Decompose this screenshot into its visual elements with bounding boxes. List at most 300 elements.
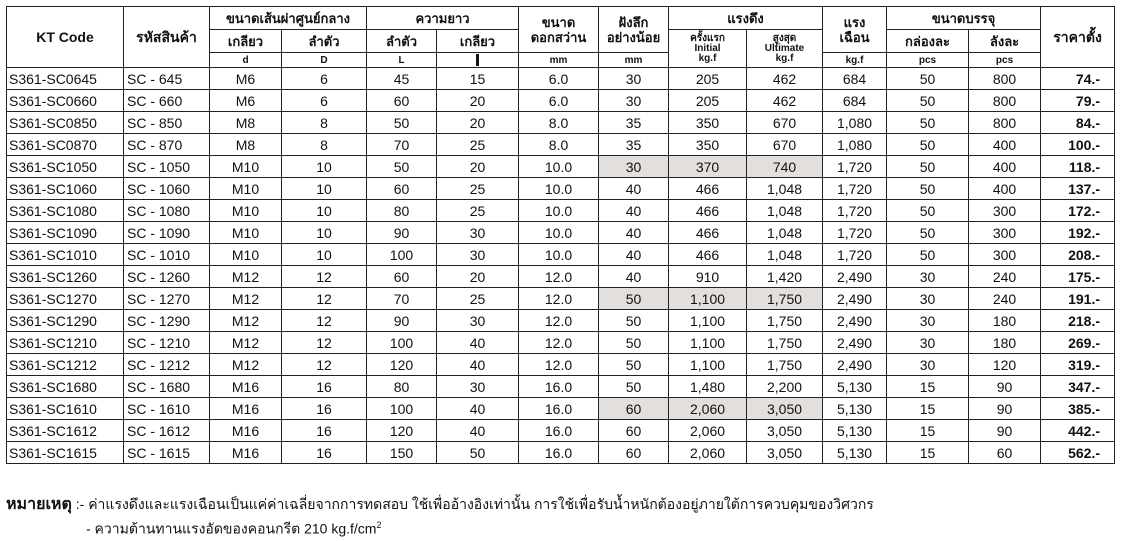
body-diameter-cell: 16 bbox=[282, 398, 367, 420]
product-code-cell: SC - 870 bbox=[124, 134, 210, 156]
embed-depth-cell: 50 bbox=[599, 310, 669, 332]
per-box-cell: 30 bbox=[887, 332, 969, 354]
product-code-cell: SC - 645 bbox=[124, 68, 210, 90]
shear-cell: 1,080 bbox=[823, 112, 887, 134]
body-diameter-cell: 10 bbox=[282, 222, 367, 244]
thread-size-cell: M12 bbox=[210, 332, 282, 354]
per-carton-cell: 90 bbox=[969, 398, 1041, 420]
embed-depth-cell: 40 bbox=[599, 178, 669, 200]
shear-cell: 684 bbox=[823, 90, 887, 112]
header-symbol-D: D bbox=[282, 53, 367, 68]
table-row bbox=[7, 332, 1115, 354]
body-length-cell: 50 bbox=[367, 156, 437, 178]
header-maximum: สูงสุด bbox=[772, 32, 797, 44]
tensile-ultimate-cell: 462 bbox=[747, 68, 823, 90]
price-cell: 208.- bbox=[1041, 244, 1115, 266]
shear-cell: 2,490 bbox=[823, 354, 887, 376]
thread-length-cell: 30 bbox=[437, 310, 519, 332]
tensile-initial-cell: 466 bbox=[669, 244, 747, 266]
header-ultimate bbox=[747, 30, 823, 68]
tensile-initial-cell: 910 bbox=[669, 266, 747, 288]
product-code-cell: SC - 1610 bbox=[124, 398, 210, 420]
body-length-cell: 80 bbox=[367, 376, 437, 398]
body-length-cell: 90 bbox=[367, 222, 437, 244]
thread-size-cell: M10 bbox=[210, 200, 282, 222]
per-box-cell: 50 bbox=[887, 222, 969, 244]
note-text-1: :- ค่าแรงดึงและแรงเฉือนเป็นแค่ค่าเฉลี่ยจากการทดสอบ ใช้เพื่ออ้างอิงเท่านั้น การใช้เพื่อรับน้ำหนักต้องอยู่ภายใต้การควบคุมของวิศวกร bbox=[71, 496, 874, 512]
tensile-ultimate-cell: 3,050 bbox=[747, 398, 823, 420]
thread-size-cell: M12 bbox=[210, 310, 282, 332]
shear-cell: 684 bbox=[823, 68, 887, 90]
body-diameter-cell: 12 bbox=[282, 288, 367, 310]
body-length-cell: 150 bbox=[367, 442, 437, 464]
table-row bbox=[7, 420, 1115, 442]
embed-depth-cell: 35 bbox=[599, 112, 669, 134]
tensile-initial-cell: 350 bbox=[669, 112, 747, 134]
thread-length-cell: 50 bbox=[437, 442, 519, 464]
price-cell: 118.- bbox=[1041, 156, 1115, 178]
price-cell: 442.- bbox=[1041, 420, 1115, 442]
shear-cell: 2,490 bbox=[823, 266, 887, 288]
body-diameter-cell: 16 bbox=[282, 420, 367, 442]
per-carton-cell: 240 bbox=[969, 266, 1041, 288]
body-diameter-cell: 12 bbox=[282, 266, 367, 288]
thread-length-cell: 40 bbox=[437, 332, 519, 354]
tensile-ultimate-cell: 1,750 bbox=[747, 332, 823, 354]
shear-cell: 5,130 bbox=[823, 398, 887, 420]
embed-depth-cell: 30 bbox=[599, 68, 669, 90]
body-length-cell: 60 bbox=[367, 266, 437, 288]
body-diameter-cell: 16 bbox=[282, 442, 367, 464]
body-diameter-cell: 16 bbox=[282, 376, 367, 398]
table-row bbox=[7, 134, 1115, 156]
header-body: ลำตัว bbox=[282, 30, 367, 53]
product-code-cell: SC - 1090 bbox=[124, 222, 210, 244]
thread-size-cell: M10 bbox=[210, 156, 282, 178]
thread-size-cell: M6 bbox=[210, 68, 282, 90]
embed-depth-cell: 60 bbox=[599, 420, 669, 442]
per-box-cell: 15 bbox=[887, 442, 969, 464]
body-diameter-cell: 10 bbox=[282, 156, 367, 178]
thread-size-cell: M16 bbox=[210, 376, 282, 398]
per-box-cell: 50 bbox=[887, 178, 969, 200]
per-box-cell: 50 bbox=[887, 112, 969, 134]
tensile-ultimate-cell: 1,048 bbox=[747, 222, 823, 244]
tensile-initial-cell: 1,480 bbox=[669, 376, 747, 398]
embed-depth-cell: 60 bbox=[599, 398, 669, 420]
per-carton-cell: 400 bbox=[969, 178, 1041, 200]
note-label: หมายเหตุ bbox=[6, 496, 72, 513]
product-code-cell: SC - 1212 bbox=[124, 354, 210, 376]
tensile-initial-cell: 466 bbox=[669, 222, 747, 244]
product-code-cell: SC - 1680 bbox=[124, 376, 210, 398]
header-carton-unit: pcs bbox=[969, 53, 1041, 68]
tensile-initial-cell: 205 bbox=[669, 90, 747, 112]
thread-length-cell: 30 bbox=[437, 376, 519, 398]
kt-code-cell: S361-SC1050 bbox=[7, 156, 124, 178]
header-drill-unit: mm bbox=[519, 53, 599, 68]
header-per-box: กล่องละ bbox=[887, 30, 969, 53]
embed-depth-cell: 40 bbox=[599, 266, 669, 288]
header-shear bbox=[823, 7, 887, 53]
thread-length-cell: 20 bbox=[437, 90, 519, 112]
header-symbol-d: d bbox=[210, 53, 282, 68]
header-shear-unit: kg.f bbox=[823, 53, 887, 68]
kt-code-cell: S361-SC1090 bbox=[7, 222, 124, 244]
tensile-ultimate-cell: 2,200 bbox=[747, 376, 823, 398]
per-carton-cell: 800 bbox=[969, 68, 1041, 90]
tensile-ultimate-cell: 1,048 bbox=[747, 178, 823, 200]
header-ultimate-en: Ultimate bbox=[764, 42, 805, 54]
shear-cell: 1,720 bbox=[823, 178, 887, 200]
header-drill-size-line2: ดอกสว่าน bbox=[530, 29, 587, 45]
drill-size-cell: 10.0 bbox=[519, 178, 599, 200]
note-superscript: 2 bbox=[376, 520, 382, 530]
tensile-ultimate-cell: 1,750 bbox=[747, 288, 823, 310]
header-ultimate-unit: kg.f bbox=[775, 52, 794, 64]
thread-size-cell: M10 bbox=[210, 178, 282, 200]
header-shear-line1: แรง bbox=[843, 14, 866, 30]
thread-length-cell: 30 bbox=[437, 222, 519, 244]
tensile-initial-cell: 370 bbox=[669, 156, 747, 178]
table-row bbox=[7, 178, 1115, 200]
tensile-initial-cell: 1,100 bbox=[669, 310, 747, 332]
body-length-cell: 45 bbox=[367, 68, 437, 90]
table-row bbox=[7, 112, 1115, 134]
tensile-ultimate-cell: 670 bbox=[747, 134, 823, 156]
thread-size-cell: M16 bbox=[210, 442, 282, 464]
thread-size-cell: M12 bbox=[210, 266, 282, 288]
embed-depth-cell: 50 bbox=[599, 376, 669, 398]
body-diameter-cell: 10 bbox=[282, 200, 367, 222]
thread-length-cell: 20 bbox=[437, 156, 519, 178]
product-code-cell: SC - 1615 bbox=[124, 442, 210, 464]
body-diameter-cell: 12 bbox=[282, 310, 367, 332]
embed-depth-cell: 40 bbox=[599, 222, 669, 244]
price-cell: 218.- bbox=[1041, 310, 1115, 332]
product-code-cell: SC - 660 bbox=[124, 90, 210, 112]
shear-cell: 2,490 bbox=[823, 332, 887, 354]
header-symbol-L: L bbox=[367, 53, 437, 68]
per-carton-cell: 90 bbox=[969, 420, 1041, 442]
thread-length-cell: 40 bbox=[437, 354, 519, 376]
body-diameter-cell: 8 bbox=[282, 112, 367, 134]
price-cell: 137.- bbox=[1041, 178, 1115, 200]
kt-code-cell: S361-SC1610 bbox=[7, 398, 124, 420]
tensile-initial-cell: 205 bbox=[669, 68, 747, 90]
table-row bbox=[7, 156, 1115, 178]
tensile-initial-cell: 1,100 bbox=[669, 332, 747, 354]
thread-size-cell: M8 bbox=[210, 112, 282, 134]
thread-length-cell: 25 bbox=[437, 200, 519, 222]
header-center-diameter: ขนาดเส้นผ่าศูนย์กลาง bbox=[210, 7, 367, 30]
table-row bbox=[7, 68, 1115, 90]
header-per-carton: ลังละ bbox=[969, 30, 1041, 53]
product-code-cell: SC - 1080 bbox=[124, 200, 210, 222]
header-embed-unit: mm bbox=[599, 53, 669, 68]
per-box-cell: 50 bbox=[887, 134, 969, 156]
header-initial-en: Initial bbox=[694, 42, 721, 54]
per-box-cell: 50 bbox=[887, 244, 969, 266]
embed-depth-cell: 30 bbox=[599, 90, 669, 112]
price-cell: 175.- bbox=[1041, 266, 1115, 288]
product-code-cell: SC - 1260 bbox=[124, 266, 210, 288]
thread-length-cell: 25 bbox=[437, 134, 519, 156]
table-row bbox=[7, 244, 1115, 266]
header-initial bbox=[669, 30, 747, 68]
header-length: ความยาว bbox=[367, 7, 519, 30]
embed-depth-cell: 50 bbox=[599, 332, 669, 354]
kt-code-cell: S361-SC1270 bbox=[7, 288, 124, 310]
body-length-cell: 60 bbox=[367, 178, 437, 200]
drill-size-cell: 10.0 bbox=[519, 222, 599, 244]
note-line-2 bbox=[6, 515, 1116, 536]
note-line-1 bbox=[6, 494, 1116, 515]
tensile-initial-cell: 2,060 bbox=[669, 442, 747, 464]
price-cell: 84.- bbox=[1041, 112, 1115, 134]
per-box-cell: 15 bbox=[887, 420, 969, 442]
per-carton-cell: 60 bbox=[969, 442, 1041, 464]
tensile-initial-cell: 466 bbox=[669, 178, 747, 200]
table-row bbox=[7, 266, 1115, 288]
tensile-ultimate-cell: 1,750 bbox=[747, 310, 823, 332]
price-cell: 562.- bbox=[1041, 442, 1115, 464]
body-length-cell: 70 bbox=[367, 288, 437, 310]
anchor-spec-table bbox=[6, 6, 1115, 464]
thread-size-cell: M16 bbox=[210, 398, 282, 420]
header-packaging: ขนาดบรรจุ bbox=[887, 7, 1041, 30]
shear-cell: 1,720 bbox=[823, 200, 887, 222]
price-cell: 192.- bbox=[1041, 222, 1115, 244]
thread-length-mark bbox=[476, 54, 479, 66]
shear-cell: 5,130 bbox=[823, 376, 887, 398]
tensile-ultimate-cell: 1,750 bbox=[747, 354, 823, 376]
product-code-cell: SC - 1612 bbox=[124, 420, 210, 442]
header-initial-unit: kg.f bbox=[698, 52, 717, 64]
header-list-price: ราคาตั้ง bbox=[1041, 7, 1115, 68]
body-length-cell: 100 bbox=[367, 332, 437, 354]
body-diameter-cell: 6 bbox=[282, 90, 367, 112]
body-length-cell: 60 bbox=[367, 90, 437, 112]
product-code-cell: SC - 1010 bbox=[124, 244, 210, 266]
embed-depth-cell: 40 bbox=[599, 244, 669, 266]
product-code-cell: SC - 1060 bbox=[124, 178, 210, 200]
tensile-ultimate-cell: 3,050 bbox=[747, 442, 823, 464]
header-product-code: รหัสสินค้า bbox=[124, 7, 210, 68]
thread-size-cell: M16 bbox=[210, 420, 282, 442]
notes-section bbox=[6, 494, 1116, 536]
shear-cell: 2,490 bbox=[823, 288, 887, 310]
product-code-cell: SC - 1050 bbox=[124, 156, 210, 178]
drill-size-cell: 16.0 bbox=[519, 420, 599, 442]
thread-length-cell: 20 bbox=[437, 112, 519, 134]
per-carton-cell: 800 bbox=[969, 90, 1041, 112]
price-cell: 319.- bbox=[1041, 354, 1115, 376]
per-carton-cell: 400 bbox=[969, 134, 1041, 156]
per-carton-cell: 180 bbox=[969, 310, 1041, 332]
drill-size-cell: 12.0 bbox=[519, 310, 599, 332]
per-carton-cell: 300 bbox=[969, 244, 1041, 266]
table-row bbox=[7, 310, 1115, 332]
thread-length-cell: 30 bbox=[437, 244, 519, 266]
header-tensile: แรงดึง bbox=[669, 7, 823, 30]
shear-cell: 1,720 bbox=[823, 244, 887, 266]
header-min-embed-line2: อย่างน้อย bbox=[606, 29, 661, 45]
thread-size-cell: M12 bbox=[210, 288, 282, 310]
header-min-embed-line1: ฝังลึก bbox=[618, 14, 649, 30]
thread-size-cell: M10 bbox=[210, 244, 282, 266]
kt-code-cell: S361-SC0660 bbox=[7, 90, 124, 112]
per-box-cell: 50 bbox=[887, 200, 969, 222]
tensile-ultimate-cell: 740 bbox=[747, 156, 823, 178]
table-row bbox=[7, 442, 1115, 464]
kt-code-cell: S361-SC1612 bbox=[7, 420, 124, 442]
header-first-crack: ครั้งแรก bbox=[690, 32, 725, 44]
per-box-cell: 30 bbox=[887, 354, 969, 376]
price-cell: 172.- bbox=[1041, 200, 1115, 222]
tensile-initial-cell: 2,060 bbox=[669, 398, 747, 420]
body-diameter-cell: 6 bbox=[282, 68, 367, 90]
shear-cell: 5,130 bbox=[823, 442, 887, 464]
drill-size-cell: 12.0 bbox=[519, 332, 599, 354]
note-text-2: - ความต้านทานแรงอัดของคอนกรีต 210 kg.f/cm bbox=[86, 520, 377, 537]
body-diameter-cell: 8 bbox=[282, 134, 367, 156]
drill-size-cell: 16.0 bbox=[519, 376, 599, 398]
drill-size-cell: 10.0 bbox=[519, 244, 599, 266]
table-row bbox=[7, 376, 1115, 398]
drill-size-cell: 16.0 bbox=[519, 442, 599, 464]
price-cell: 74.- bbox=[1041, 68, 1115, 90]
kt-code-cell: S361-SC1210 bbox=[7, 332, 124, 354]
body-length-cell: 70 bbox=[367, 134, 437, 156]
body-length-cell: 90 bbox=[367, 310, 437, 332]
product-code-cell: SC - 1290 bbox=[124, 310, 210, 332]
per-carton-cell: 400 bbox=[969, 156, 1041, 178]
header-symbol-l bbox=[437, 53, 519, 68]
shear-cell: 1,720 bbox=[823, 222, 887, 244]
header-shear-line2: เฉือน bbox=[839, 29, 870, 45]
drill-size-cell: 10.0 bbox=[519, 156, 599, 178]
tensile-ultimate-cell: 1,048 bbox=[747, 200, 823, 222]
header-length-thread: เกลียว bbox=[437, 30, 519, 53]
per-carton-cell: 300 bbox=[969, 222, 1041, 244]
tensile-initial-cell: 1,100 bbox=[669, 354, 747, 376]
header-drill-size-line1: ขนาด bbox=[541, 14, 576, 30]
per-carton-cell: 90 bbox=[969, 376, 1041, 398]
kt-code-cell: S361-SC1212 bbox=[7, 354, 124, 376]
table-row bbox=[7, 222, 1115, 244]
drill-size-cell: 12.0 bbox=[519, 354, 599, 376]
thread-length-cell: 25 bbox=[437, 288, 519, 310]
kt-code-cell: S361-SC1010 bbox=[7, 244, 124, 266]
table-row bbox=[7, 288, 1115, 310]
header-box-unit: pcs bbox=[887, 53, 969, 68]
tensile-initial-cell: 350 bbox=[669, 134, 747, 156]
drill-size-cell: 8.0 bbox=[519, 134, 599, 156]
header-length-body: ลำตัว bbox=[367, 30, 437, 53]
shear-cell: 1,720 bbox=[823, 156, 887, 178]
thread-length-cell: 40 bbox=[437, 420, 519, 442]
kt-code-cell: S361-SC1290 bbox=[7, 310, 124, 332]
kt-code-cell: S361-SC0645 bbox=[7, 68, 124, 90]
product-code-cell: SC - 850 bbox=[124, 112, 210, 134]
tensile-initial-cell: 1,100 bbox=[669, 288, 747, 310]
kt-code-cell: S361-SC0870 bbox=[7, 134, 124, 156]
shear-cell: 2,490 bbox=[823, 310, 887, 332]
drill-size-cell: 12.0 bbox=[519, 266, 599, 288]
price-cell: 269.- bbox=[1041, 332, 1115, 354]
per-carton-cell: 120 bbox=[969, 354, 1041, 376]
thread-size-cell: M8 bbox=[210, 134, 282, 156]
shear-cell: 1,080 bbox=[823, 134, 887, 156]
thread-size-cell: M12 bbox=[210, 354, 282, 376]
header-kt-code: KT Code bbox=[7, 7, 124, 68]
drill-size-cell: 8.0 bbox=[519, 112, 599, 134]
body-length-cell: 80 bbox=[367, 200, 437, 222]
product-code-cell: SC - 1210 bbox=[124, 332, 210, 354]
embed-depth-cell: 60 bbox=[599, 442, 669, 464]
per-box-cell: 50 bbox=[887, 156, 969, 178]
per-carton-cell: 800 bbox=[969, 112, 1041, 134]
embed-depth-cell: 35 bbox=[599, 134, 669, 156]
body-diameter-cell: 10 bbox=[282, 244, 367, 266]
drill-size-cell: 6.0 bbox=[519, 68, 599, 90]
embed-depth-cell: 40 bbox=[599, 200, 669, 222]
kt-code-cell: S361-SC1080 bbox=[7, 200, 124, 222]
kt-code-cell: S361-SC1060 bbox=[7, 178, 124, 200]
per-box-cell: 50 bbox=[887, 90, 969, 112]
drill-size-cell: 12.0 bbox=[519, 288, 599, 310]
body-length-cell: 100 bbox=[367, 244, 437, 266]
per-box-cell: 50 bbox=[887, 68, 969, 90]
per-box-cell: 30 bbox=[887, 288, 969, 310]
header-thread: เกลียว bbox=[210, 30, 282, 53]
body-length-cell: 120 bbox=[367, 420, 437, 442]
thread-length-cell: 25 bbox=[437, 178, 519, 200]
body-length-cell: 120 bbox=[367, 354, 437, 376]
per-carton-cell: 180 bbox=[969, 332, 1041, 354]
per-box-cell: 30 bbox=[887, 310, 969, 332]
tensile-ultimate-cell: 3,050 bbox=[747, 420, 823, 442]
drill-size-cell: 6.0 bbox=[519, 90, 599, 112]
price-cell: 347.- bbox=[1041, 376, 1115, 398]
tensile-initial-cell: 466 bbox=[669, 200, 747, 222]
tensile-initial-cell: 2,060 bbox=[669, 420, 747, 442]
tensile-ultimate-cell: 1,048 bbox=[747, 244, 823, 266]
drill-size-cell: 16.0 bbox=[519, 398, 599, 420]
kt-code-cell: S361-SC0850 bbox=[7, 112, 124, 134]
body-length-cell: 100 bbox=[367, 398, 437, 420]
kt-code-cell: S361-SC1615 bbox=[7, 442, 124, 464]
per-box-cell: 15 bbox=[887, 376, 969, 398]
table-row bbox=[7, 200, 1115, 222]
tensile-ultimate-cell: 670 bbox=[747, 112, 823, 134]
thread-size-cell: M6 bbox=[210, 90, 282, 112]
thread-length-cell: 20 bbox=[437, 266, 519, 288]
body-length-cell: 50 bbox=[367, 112, 437, 134]
header-drill-size bbox=[519, 7, 599, 53]
table-row bbox=[7, 398, 1115, 420]
price-cell: 79.- bbox=[1041, 90, 1115, 112]
table-row bbox=[7, 90, 1115, 112]
price-cell: 100.- bbox=[1041, 134, 1115, 156]
body-diameter-cell: 10 bbox=[282, 178, 367, 200]
per-box-cell: 30 bbox=[887, 266, 969, 288]
body-diameter-cell: 12 bbox=[282, 354, 367, 376]
thread-length-cell: 15 bbox=[437, 68, 519, 90]
embed-depth-cell: 30 bbox=[599, 156, 669, 178]
per-carton-cell: 240 bbox=[969, 288, 1041, 310]
